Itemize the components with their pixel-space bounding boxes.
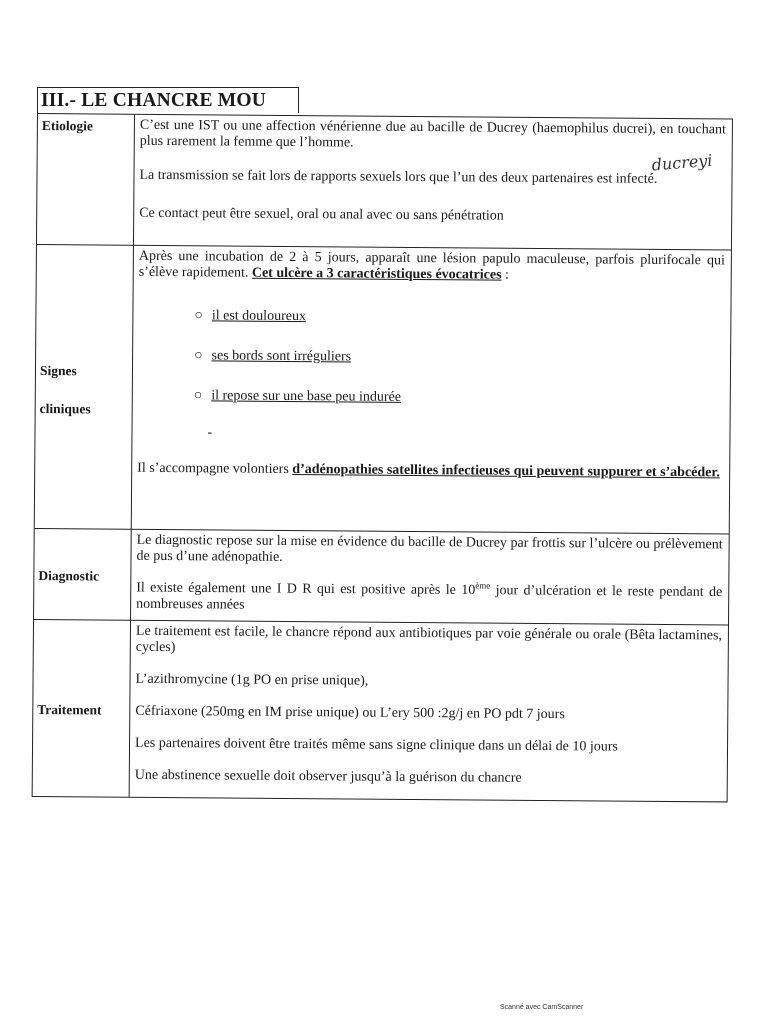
diagnostic-paragraph-1: Le diagnostic repose sur la mise en évidence du bacille de Ducrey par frottis sur l’ulcère ou prélèvement de pus d’une adénopathie. bbox=[136, 532, 723, 565]
diagnostic-p2-post: jour d’ulcération et le reste pendant de nombreuses années bbox=[136, 583, 723, 613]
scanner-watermark: Scanné avec CamScanner bbox=[500, 1004, 584, 1011]
row-label-signes: Signes bbox=[39, 363, 77, 379]
row-label-etiologie: Etiologie bbox=[41, 118, 93, 134]
signes-content bbox=[139, 249, 725, 286]
signes-paragraph-1 bbox=[139, 249, 725, 286]
diagnostic-paragraph-2 bbox=[136, 575, 722, 617]
row-label-diagnostic: Diagnostic bbox=[38, 568, 100, 584]
signes-p2-text: Il s’accompagne volontiers bbox=[137, 460, 293, 478]
etiologie-paragraph-1: C’est une IST ou une affection vénérienne due au bacille de Ducrey (haemophilus ducrei), en touchant plus rarement la femme que l’homme. bbox=[139, 117, 726, 151]
bullet-text: il repose sur une base peu indurée bbox=[211, 388, 402, 405]
bullet-marker: ○ bbox=[193, 388, 203, 404]
bullet-text: il est douloureux bbox=[211, 308, 307, 325]
signes-p2-bold: d’adénopathies satellites infectieuses qui peuvent suppurer et s’abcéder. bbox=[292, 462, 720, 481]
traitement-paragraph-5: Une abstinence sexuelle doit observer jusqu’à la guérison du chancre bbox=[134, 767, 522, 786]
signes-paragraph-2 bbox=[137, 461, 723, 482]
etiologie-content bbox=[139, 118, 726, 227]
bullet-marker: ○ bbox=[194, 308, 203, 324]
traitement-paragraph-1: Le traitement est facile, le chancre répond aux antibiotiques par voie générale ou orale (Bêta lactamines, cycles) bbox=[135, 623, 722, 656]
etiologie-paragraph-2: La transmission se fait lors de rapports sexuels lors que l’un des deux partenaires est infecté. bbox=[139, 167, 658, 187]
signes-intro-bold: Cet ulcère a 3 caractéristiques évocatrices bbox=[251, 265, 502, 283]
bullet-item bbox=[194, 348, 351, 365]
diagnostic-content bbox=[136, 533, 723, 617]
traitement-paragraph-2: L’azithromycine (1g PO en prise unique), bbox=[135, 671, 369, 689]
row-label-traitement: Traitement bbox=[37, 702, 102, 718]
section-title: III.- LE CHANCRE MOU bbox=[37, 87, 299, 113]
bullet-text: ses bords sont irréguliers bbox=[211, 348, 352, 365]
traitement-content bbox=[135, 624, 722, 789]
bullet-item bbox=[194, 388, 401, 406]
row-label-cliniques: cliniques bbox=[39, 401, 91, 417]
bullet-marker: ○ bbox=[194, 348, 203, 364]
etiologie-paragraph-3: Ce contact peut être sexuel, oral ou anal avec ou sans pénétration bbox=[139, 205, 504, 224]
bullet-item bbox=[194, 308, 306, 325]
traitement-paragraph-3: Céfriaxone (250mg en IM prise unique) ou L’ery 500 :2g/j en PO pdt 7 jours bbox=[135, 703, 565, 723]
column-divider bbox=[129, 115, 135, 797]
handwritten-note: ducreyi bbox=[650, 150, 714, 175]
stray-dash: - bbox=[207, 425, 213, 441]
signes-intro-colon: : bbox=[501, 267, 510, 283]
info-table bbox=[32, 113, 733, 802]
signes-intro-text: Après une incubation de 2 à 5 jours, apparaît une lésion papulo maculeuse, parfois plurifocale qui s’élève rapidement. bbox=[138, 248, 725, 281]
traitement-paragraph-4: Les partenaires doivent être traités même sans signe clinique dans un délai de 10 jours bbox=[134, 735, 618, 755]
diagnostic-p2-pre: Il existe également une I D R qui est positive après le 10 bbox=[136, 580, 476, 599]
superscript-eme: ème bbox=[475, 580, 491, 591]
signes-content-2 bbox=[137, 461, 723, 482]
